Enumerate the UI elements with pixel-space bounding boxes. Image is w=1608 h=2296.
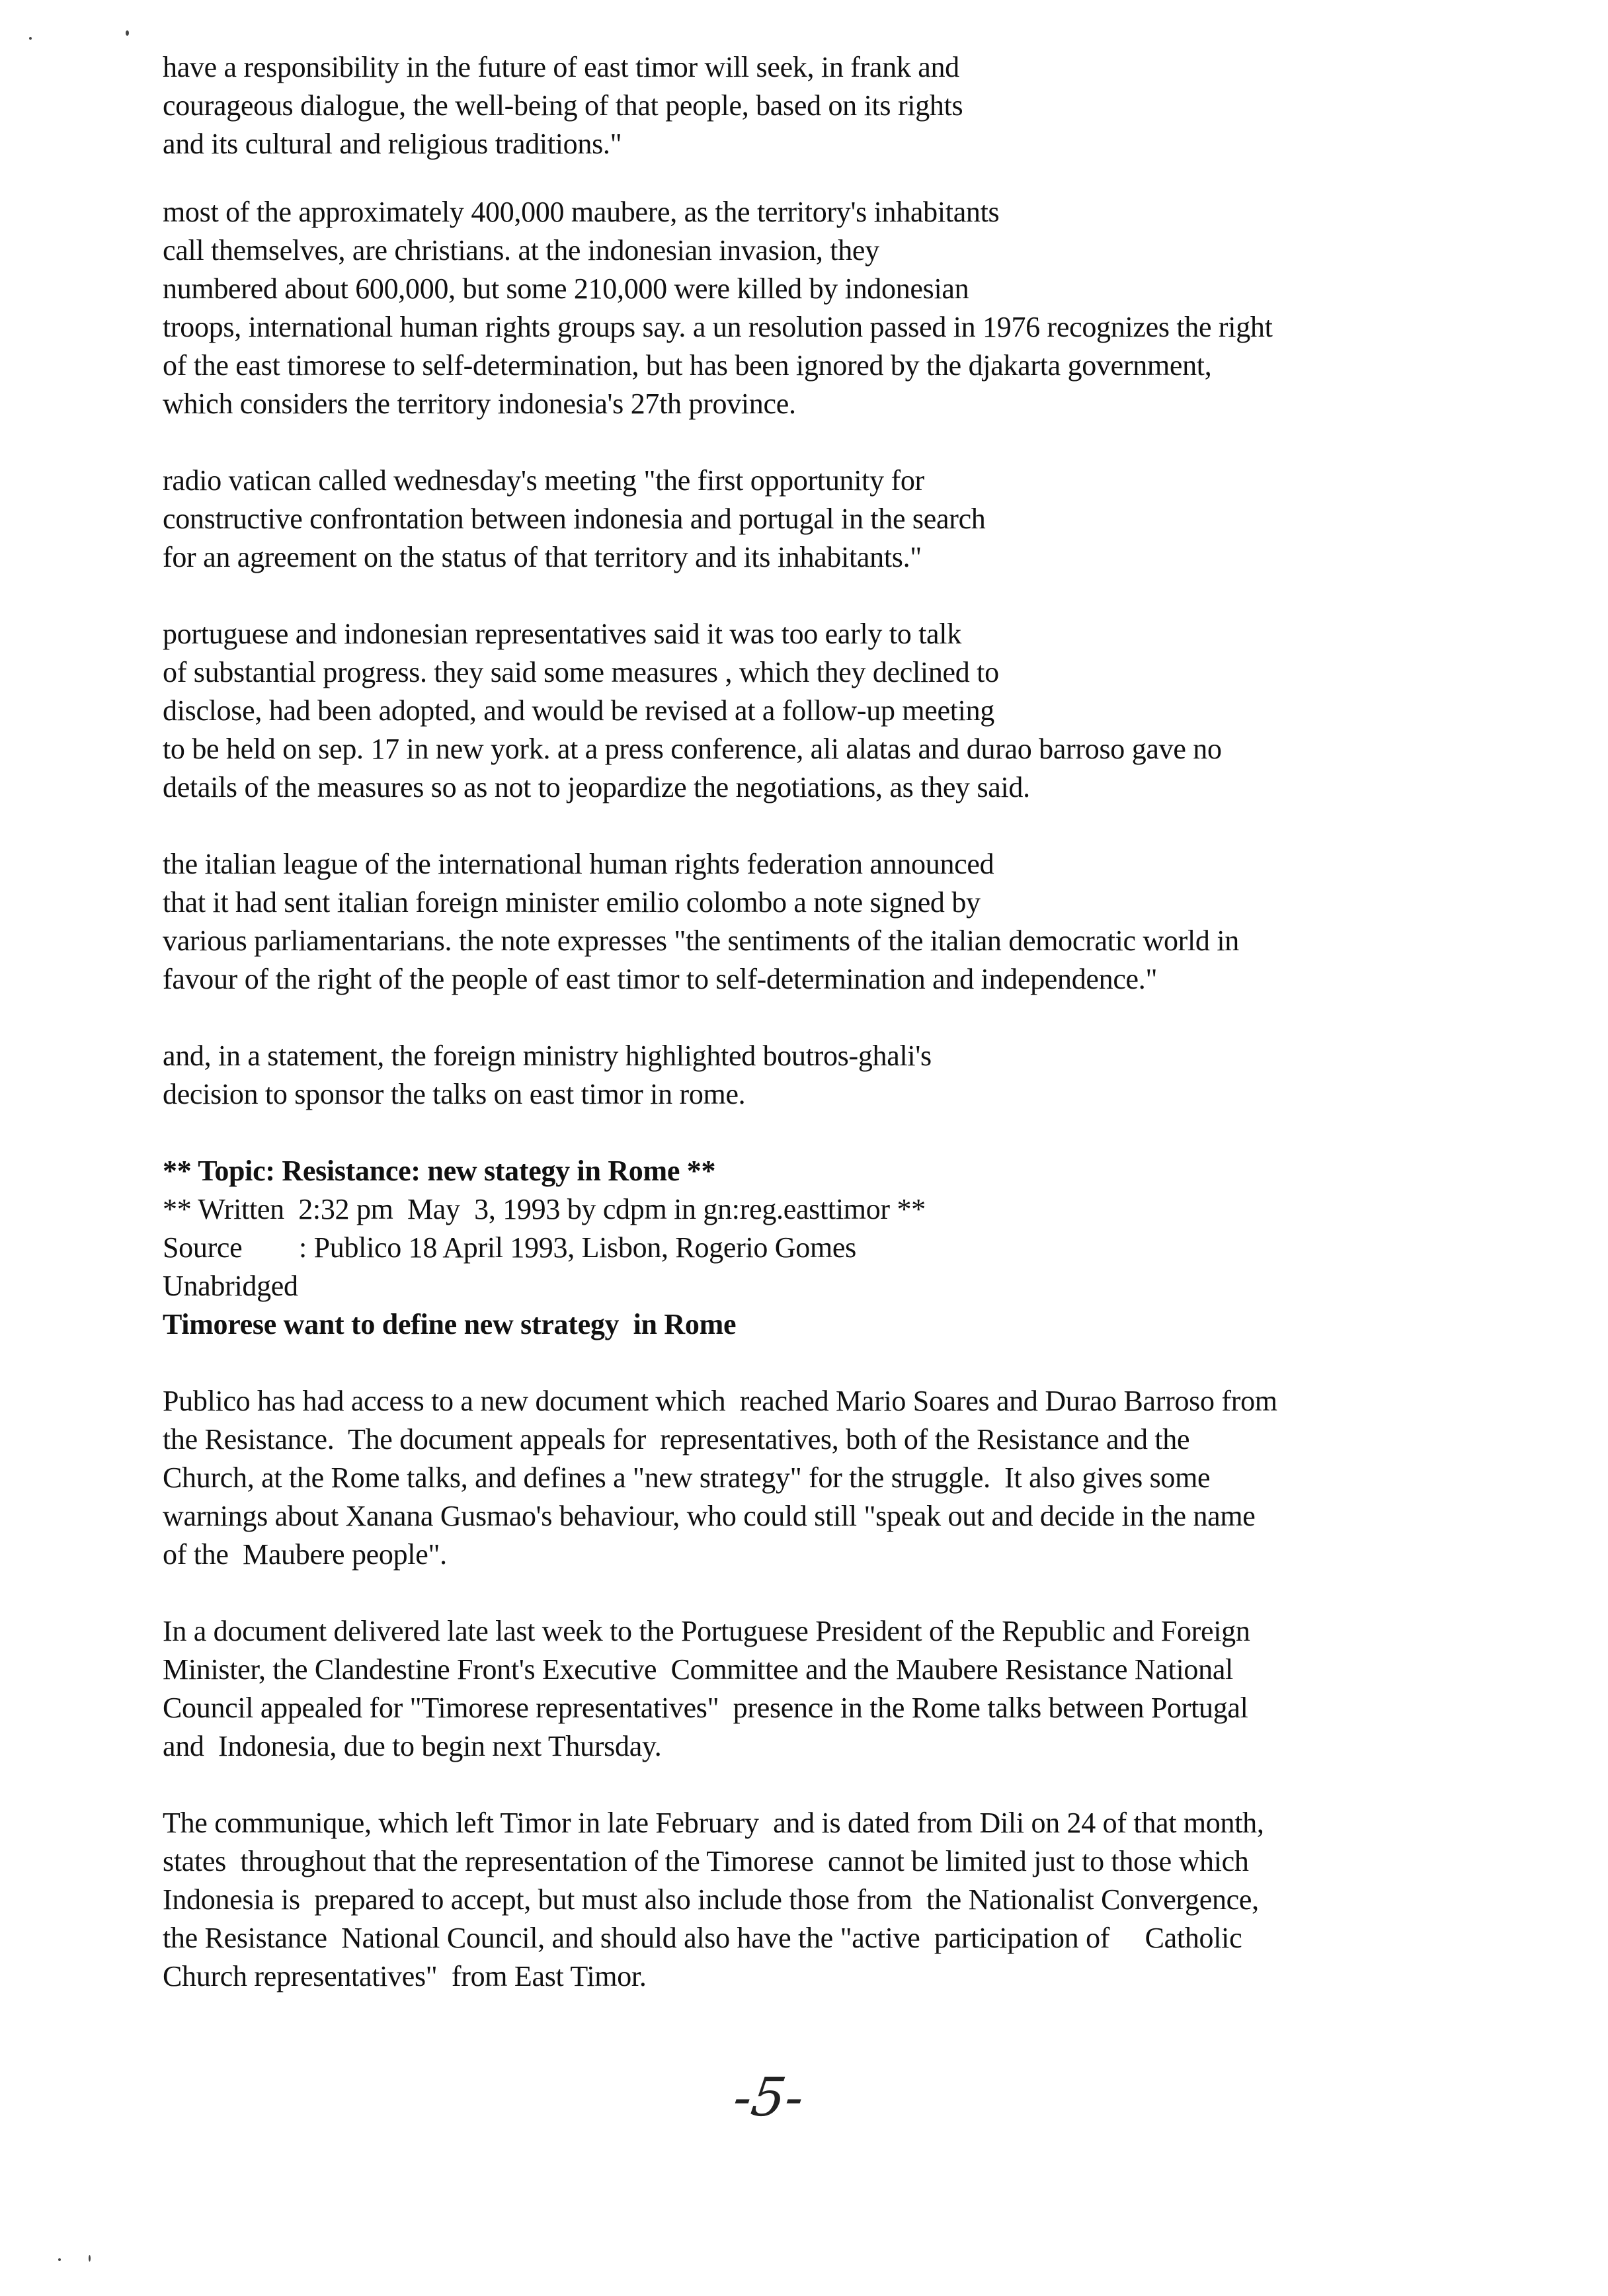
text-line: portuguese and indonesian representatives said it was too early to talk (163, 618, 961, 650)
text-line: various parliamentarians. the note expresses "the sentiments of the italian democratic world in (163, 924, 1239, 957)
topic-title: ** Topic: Resistance: new stategy in Rome ** (163, 1155, 716, 1187)
text-line: numbered about 600,000, but some 210,000 were killed by indonesian (163, 272, 969, 305)
text-line: and Indonesia, due to begin next Thursday. (163, 1730, 662, 1762)
text-line: for an agreement on the status of that territory and its inhabitants." (163, 541, 922, 573)
text-line: In a document delivered late last week to the Portuguese President of the Republic and Foreign (163, 1615, 1250, 1647)
text-line: most of the approximately 400,000 maubere, as the territory's inhabitants (163, 196, 1000, 228)
text-line: radio vatican called wednesday's meeting "the first opportunity for (163, 464, 924, 497)
scan-speck (58, 2258, 61, 2261)
text-line: Minister, the Clandestine Front's Executive Committee and the Maubere Resistance National (163, 1653, 1233, 1686)
text-line: call themselves, are christians. at the indonesian invasion, they (163, 234, 879, 266)
text-line: favour of the right of the people of east timor to self-determination and independence." (163, 963, 1158, 995)
text-line: Council appealed for "Timorese representatives" presence in the Rome talks between Portugal (163, 1692, 1248, 1724)
text-line: and, in a statement, the foreign ministry highlighted boutros-ghali's (163, 1040, 932, 1072)
scan-speck (29, 37, 32, 40)
text-line: that it had sent italian foreign minister emilio colombo a note signed by (163, 886, 981, 919)
text-line: the Resistance National Council, and should also have the "active participation of Catholic (163, 1922, 1242, 1954)
text-line: the italian league of the international human rights federation announced (163, 848, 994, 880)
text-line: disclose, had been adopted, and would be revised at a follow-up meeting (163, 694, 994, 727)
text-line: and its cultural and religious traditions." (163, 128, 622, 160)
source-line: Source : Publico 18 April 1993, Lisbon, Rogerio Gomes (163, 1231, 856, 1264)
unabridged-label: Unabridged (163, 1270, 298, 1302)
text-line: The communique, which left Timor in late February and is dated from Dili on 24 of that month, (163, 1807, 1264, 1839)
text-line: decision to sponsor the talks on east timor in rome. (163, 1078, 746, 1110)
scan-speck (126, 30, 129, 36)
article-headline: Timorese want to define new strategy in Rome (163, 1308, 737, 1340)
text-line: Church representatives" from East Timor. (163, 1960, 647, 1992)
text-line: have a responsibility in the future of east timor will seek, in frank and (163, 51, 959, 83)
text-line: troops, international human rights groups say. a un resolution passed in 1976 recognizes the right (163, 311, 1273, 343)
page-number: -5- (729, 2067, 808, 2128)
text-line: to be held on sep. 17 in new york. at a press conference, ali alatas and durao barroso gave no (163, 733, 1222, 765)
text-line: Indonesia is prepared to accept, but must also include those from the Nationalist Convergence, (163, 1883, 1259, 1916)
text-line: which considers the territory indonesia's 27th province. (163, 388, 796, 420)
text-line: Church, at the Rome talks, and defines a "new strategy" for the struggle. It also gives some (163, 1461, 1211, 1494)
text-line: details of the measures so as not to jeopardize the negotiations, as they said. (163, 771, 1030, 803)
text-line: states throughout that the representation of the Timorese cannot be limited just to those which (163, 1845, 1249, 1877)
text-line: of the Maubere people". (163, 1538, 447, 1571)
text-line: courageous dialogue, the well-being of that people, based on its rights (163, 89, 963, 122)
text-line: constructive confrontation between indonesia and portugal in the search (163, 503, 986, 535)
text-line: Publico has had access to a new document which reached Mario Soares and Durao Barroso from (163, 1385, 1277, 1417)
text-line: the Resistance. The document appeals for representatives, both of the Resistance and the (163, 1423, 1190, 1456)
text-line: warnings about Xanana Gusmao's behaviour, who could still "speak out and decide in the name (163, 1500, 1256, 1532)
written-line: ** Written 2:32 pm May 3, 1993 by cdpm in gn:reg.easttimor ** (163, 1193, 926, 1225)
scan-speck (89, 2255, 91, 2262)
text-line: of the east timorese to self-determination, but has been ignored by the djakarta government, (163, 349, 1212, 382)
text-line: of substantial progress. they said some measures , which they declined to (163, 656, 999, 688)
